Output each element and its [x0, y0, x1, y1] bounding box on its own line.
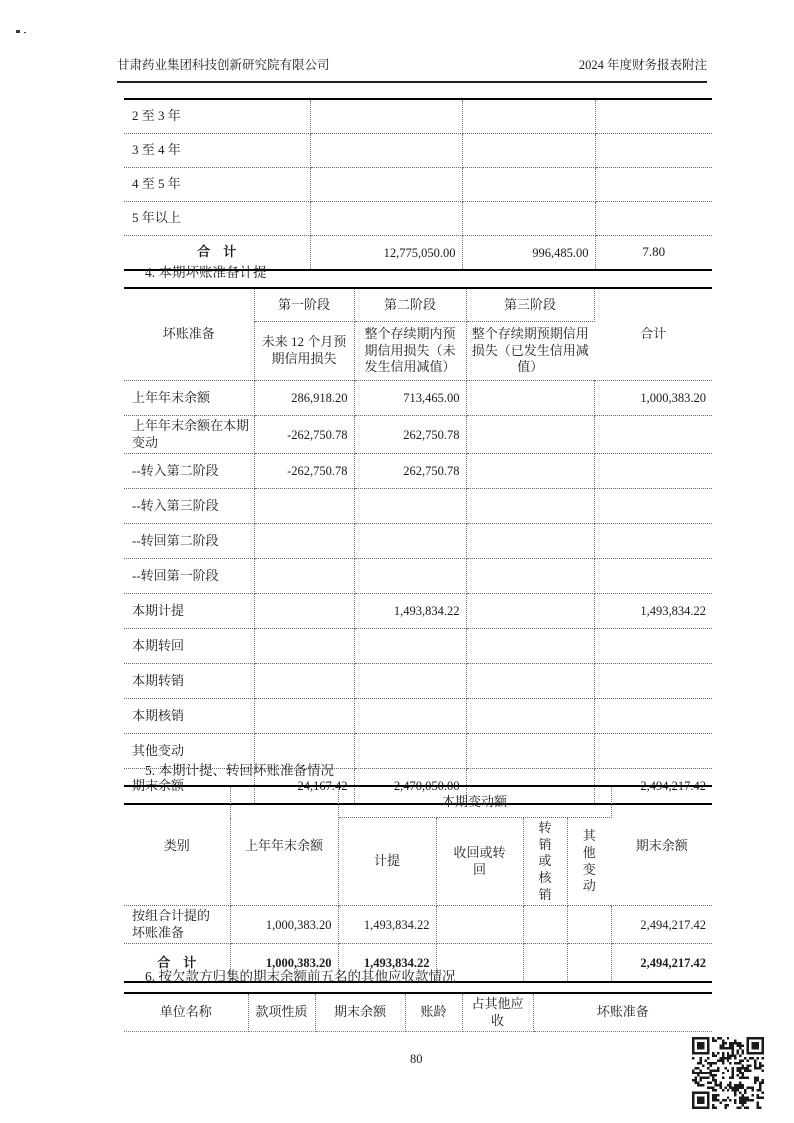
cell — [594, 699, 712, 734]
cell — [254, 664, 354, 699]
cell: 24,167.42 — [254, 769, 354, 805]
cell — [462, 202, 595, 236]
cell — [354, 559, 466, 594]
cell: 2,494,217.42 — [594, 769, 712, 805]
cell — [254, 524, 354, 559]
cell: 1,000,383.20 — [594, 381, 712, 416]
row-label: --转回第一阶段 — [124, 559, 254, 594]
cell: 7.80 — [595, 236, 712, 271]
section-4-title: 4. 本期坏账准备计提 — [145, 265, 267, 280]
cell — [254, 559, 354, 594]
cell — [594, 454, 712, 489]
period-change-header: 本期变动额 — [338, 786, 611, 818]
cell: 1,493,834.22 — [354, 594, 466, 629]
cell: 1,000,383.20 — [230, 906, 338, 944]
cell — [466, 381, 594, 416]
recover-header: 收回或转回 — [436, 818, 523, 906]
stage2-subheader: 整个存续期内预期信用损失（未发生信用减值） — [354, 322, 466, 381]
cell — [466, 664, 594, 699]
cell: 1,493,834.22 — [594, 594, 712, 629]
cell — [310, 134, 462, 168]
cell — [354, 524, 466, 559]
document-title: 2024 年度财务报表附注 — [578, 58, 707, 72]
cell — [466, 416, 594, 454]
writeoff-header: 转销或核销 — [523, 818, 567, 906]
table-row — [124, 524, 712, 559]
table-row — [124, 906, 712, 944]
stage1-header: 第一阶段 — [254, 288, 354, 322]
qr-code-image — [690, 1037, 766, 1109]
row-label: 本期计提 — [124, 594, 254, 629]
cell: 2,494,217.42 — [611, 944, 712, 983]
cell: 2,494,217.42 — [611, 906, 712, 944]
cell — [310, 168, 462, 202]
stage1-subheader: 未来 12 个月预期信用损失 — [254, 322, 354, 381]
qr-code — [690, 1037, 766, 1109]
cell — [594, 489, 712, 524]
scan-artifact — [16, 30, 20, 33]
total-header: 合计 — [594, 288, 712, 381]
table-row — [124, 134, 712, 168]
cell — [466, 629, 594, 664]
row-label: --转回第二阶段 — [124, 524, 254, 559]
cell — [594, 416, 712, 454]
total-label: 合 计 — [124, 236, 310, 271]
cell — [523, 944, 567, 983]
cell — [466, 454, 594, 489]
cell — [594, 734, 712, 769]
top-five-receivables-table — [124, 992, 712, 1032]
header-row — [124, 786, 712, 818]
cell — [594, 629, 712, 664]
proportion-header: 占其他应收 — [462, 993, 533, 1032]
table-row — [124, 99, 712, 134]
header-row — [124, 993, 712, 1032]
row-label: 按组合计提的坏账准备 — [124, 906, 230, 944]
cell: 262,750.78 — [354, 416, 466, 454]
company-name: 甘肃药业集团科技创新研究院有限公司 — [117, 58, 330, 72]
cell: -262,750.78 — [254, 416, 354, 454]
table-row — [124, 559, 712, 594]
cell — [523, 906, 567, 944]
row-label: 本期核销 — [124, 699, 254, 734]
cell: 713,465.00 — [354, 381, 466, 416]
end-balance-header: 期末余额 — [611, 786, 712, 906]
table-row — [124, 629, 712, 664]
cell — [462, 134, 595, 168]
cell — [594, 664, 712, 699]
cell — [466, 489, 594, 524]
cell — [462, 168, 595, 202]
cell — [254, 629, 354, 664]
cell: 262,750.78 — [354, 454, 466, 489]
cell — [254, 699, 354, 734]
cell: 1,493,834.22 — [338, 906, 436, 944]
total-label: 合 计 — [124, 944, 230, 983]
cell — [354, 629, 466, 664]
bad-debt-header: 坏账准备 — [533, 993, 712, 1032]
cell — [462, 99, 595, 134]
table-row — [124, 454, 712, 489]
stage3-header: 第三阶段 — [466, 288, 594, 322]
cell — [594, 559, 712, 594]
cell — [354, 664, 466, 699]
other-change-header: 其他变动 — [567, 818, 611, 906]
cell: 1,493,834.22 — [338, 944, 436, 983]
end-balance-header: 期末余额 — [315, 993, 405, 1032]
cell — [466, 734, 594, 769]
cell — [254, 489, 354, 524]
cell: 1,000,383.20 — [230, 944, 338, 983]
table-row — [124, 416, 712, 454]
provision-change-table — [124, 785, 712, 983]
row-label: --转入第二阶段 — [124, 454, 254, 489]
row-label: 上年年末余额在本期变动 — [124, 416, 254, 454]
cell: 996,485.00 — [462, 236, 595, 271]
cell — [466, 699, 594, 734]
table-row — [124, 699, 712, 734]
cell — [466, 559, 594, 594]
cell — [595, 134, 712, 168]
category-header: 类别 — [124, 786, 230, 906]
cell — [567, 906, 611, 944]
cell: 2,470,050.00 — [354, 769, 466, 805]
section-6-title: 6. 按欠款方归集的期末余额前五名的其他应收款情况 — [145, 969, 456, 984]
row-label: 上年年末余额 — [124, 381, 254, 416]
cell: 286,918.20 — [254, 381, 354, 416]
cell — [567, 944, 611, 983]
cell — [354, 489, 466, 524]
page-header — [117, 55, 707, 83]
cell — [310, 202, 462, 236]
payment-nature-header: 款项性质 — [248, 993, 315, 1032]
cell: 12,775,050.00 — [310, 236, 462, 271]
table-row — [124, 202, 712, 236]
cell: -262,750.78 — [254, 454, 354, 489]
cell — [595, 168, 712, 202]
cell — [436, 906, 523, 944]
prev-balance-header: 上年年末余额 — [230, 786, 338, 906]
row-label: 本期转回 — [124, 629, 254, 664]
aging-label: 2 至 3 年 — [124, 99, 310, 134]
stage3-subheader: 整个存续期预期信用损失（已发生信用减值） — [466, 322, 594, 381]
bad-debt-stage-table — [124, 287, 712, 805]
corner-header: 坏账准备 — [124, 288, 254, 381]
cell — [466, 594, 594, 629]
aging-label: 3 至 4 年 — [124, 134, 310, 168]
cell — [594, 524, 712, 559]
aging-label: 5 年以上 — [124, 202, 310, 236]
unit-name-header: 单位名称 — [124, 993, 248, 1032]
cell — [466, 524, 594, 559]
row-label: 本期转销 — [124, 664, 254, 699]
cell — [354, 734, 466, 769]
cell — [354, 699, 466, 734]
aging-table — [124, 98, 712, 271]
cell — [595, 99, 712, 134]
stage2-header: 第二阶段 — [354, 288, 466, 322]
cell — [254, 594, 354, 629]
header-row — [124, 288, 712, 322]
page-number: 80 — [410, 1052, 423, 1066]
cell — [595, 202, 712, 236]
table-row — [124, 594, 712, 629]
row-label: --转入第三阶段 — [124, 489, 254, 524]
table-row — [124, 489, 712, 524]
table-row — [124, 381, 712, 416]
aging-header: 账龄 — [405, 993, 462, 1032]
row-label: 期末余额 — [124, 769, 254, 805]
table-row — [124, 168, 712, 202]
table-row — [124, 664, 712, 699]
cell — [310, 99, 462, 134]
accrual-header: 计提 — [338, 818, 436, 906]
section-5-title: 5. 本期计提、转回坏账准备情况 — [145, 763, 334, 778]
aging-label: 4 至 5 年 — [124, 168, 310, 202]
row-label: 其他变动 — [124, 734, 254, 769]
